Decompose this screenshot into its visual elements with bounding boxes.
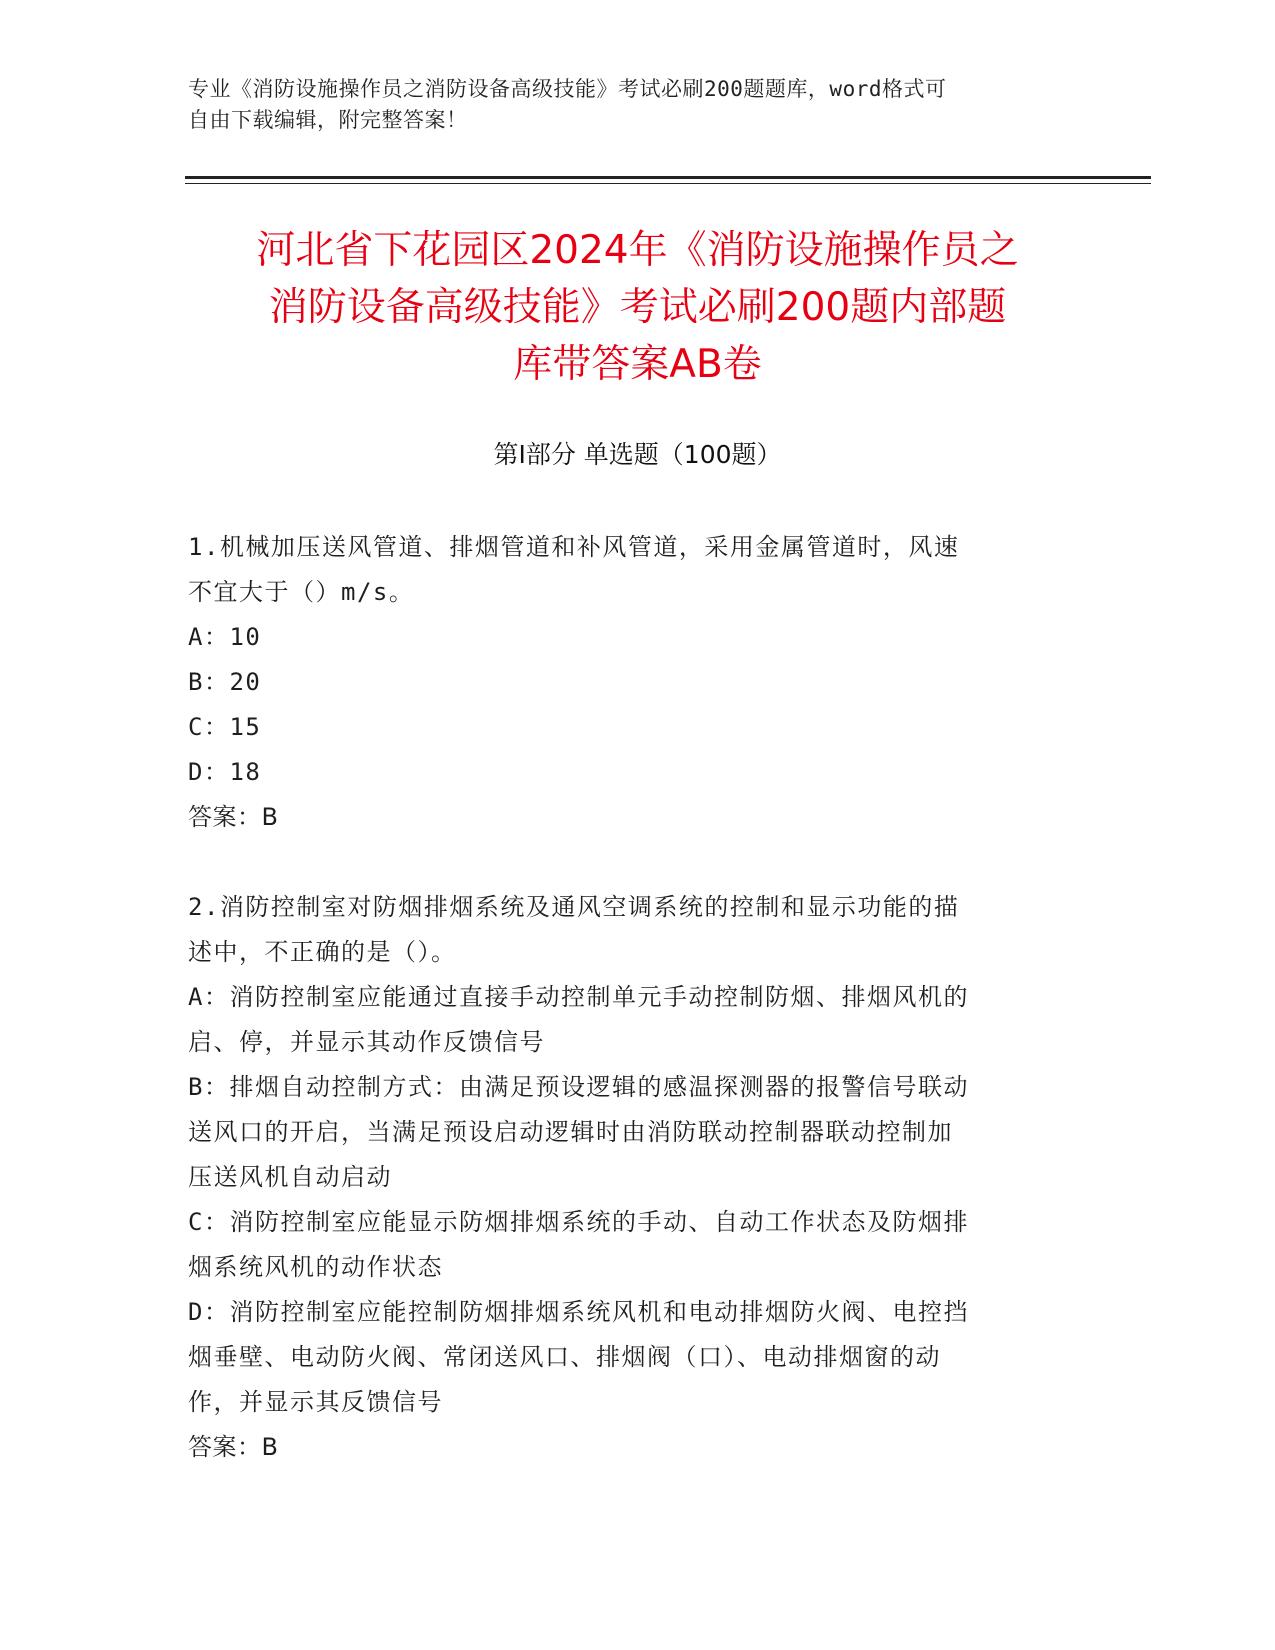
question-stem-line: 述中，不正确的是（）。 <box>188 938 457 966</box>
option-d-continued: 烟垂壁、电动防火阀、常闭送风口、排烟阀（口）、电动排烟窗的动 <box>188 1343 941 1371</box>
question-2 <box>188 885 1088 1470</box>
answer-label: 答案： <box>188 1433 262 1461</box>
option-d: D：18 <box>188 758 262 786</box>
header-divider-thin <box>185 183 1151 184</box>
option-a: A：10 <box>188 623 262 651</box>
header-note-line: 自由下载编辑，附完整答案！ <box>188 108 468 132</box>
document-title <box>180 222 1095 393</box>
option-d: D：消防控制室应能控制防烟排烟系统风机和电动排烟防火阀、电控挡 <box>188 1298 969 1326</box>
header-divider-thick <box>185 176 1151 179</box>
section-heading: 第Ⅰ部分 单选题（100题） <box>493 440 782 469</box>
question-stem-line: 1.机械加压送风管道、排烟管道和补风管道，采用金属管道时，风速 <box>188 533 960 561</box>
answer-value: B <box>261 1433 279 1461</box>
header-note-line: 专业《消防设施操作员之消防设备高级技能》考试必刷200题题库，word格式可 <box>188 77 947 101</box>
option-c: C：15 <box>188 713 262 741</box>
option-c: C：消防控制室应能显示防烟排烟系统的手动、自动工作状态及防烟排 <box>188 1208 969 1236</box>
option-a-continued: 启、停，并显示其动作反馈信号 <box>188 1028 545 1056</box>
option-d-continued: 作，并显示其反馈信号 <box>188 1388 443 1416</box>
answer-label: 答案： <box>188 803 262 831</box>
option-a: A：消防控制室应能通过直接手动控制单元手动控制防烟、排烟风机的 <box>188 983 969 1011</box>
option-b: B：20 <box>188 668 262 696</box>
question-stem-line: 不宜大于（）m/s。 <box>188 578 415 606</box>
title-line: 消防设备高级技能》考试必刷200题内部题 <box>268 285 1007 330</box>
header-note <box>188 74 1088 136</box>
question-1 <box>188 525 1088 840</box>
answer-line <box>188 795 1088 840</box>
title-line: 库带答案AB卷 <box>513 342 762 387</box>
question-stem-line: 2.消防控制室对防烟排烟系统及通风空调系统的控制和显示功能的描 <box>188 893 960 921</box>
answer-line <box>188 1425 1088 1470</box>
option-b: B：排烟自动控制方式：由满足预设逻辑的感温探测器的报警信号联动 <box>188 1073 969 1101</box>
title-line: 河北省下花园区2024年《消防设施操作员之 <box>256 228 1019 273</box>
answer-value: B <box>261 803 279 831</box>
option-c-continued: 烟系统风机的动作状态 <box>188 1253 443 1281</box>
option-b-continued: 送风口的开启，当满足预设启动逻辑时由消防联动控制器联动控制加 <box>188 1118 953 1146</box>
option-b-continued: 压送风机自动启动 <box>188 1163 392 1191</box>
